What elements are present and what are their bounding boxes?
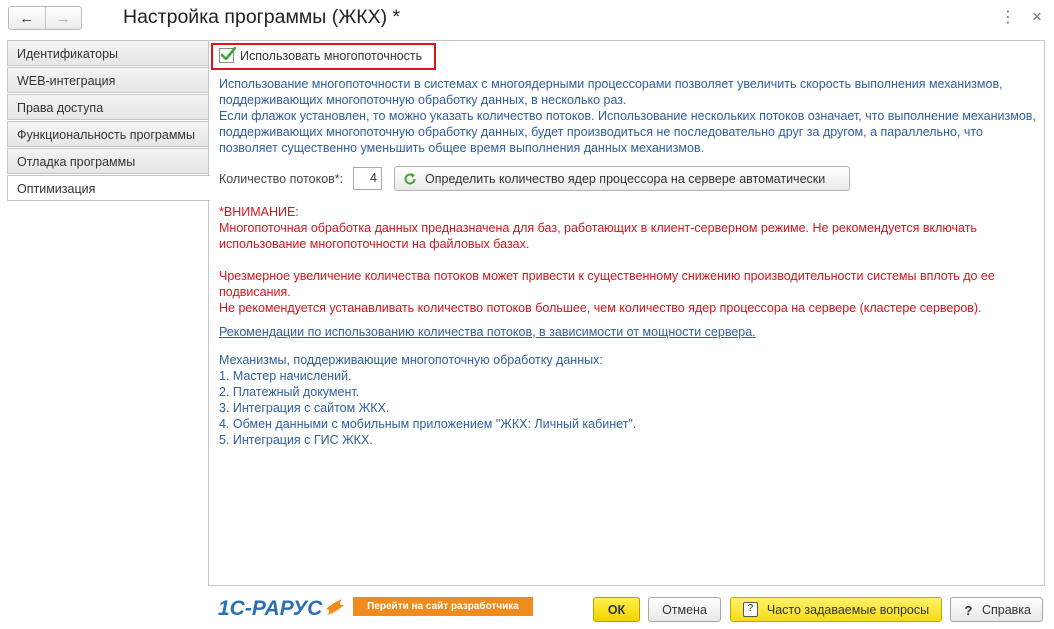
warning-heading: *ВНИМАНИЕ: xyxy=(219,205,299,219)
rarus-logo xyxy=(218,594,346,624)
window-header xyxy=(0,0,1054,38)
cancel-button[interactable]: Отмена xyxy=(648,597,721,622)
warning-text: Не рекомендуется устанавливать количество потоков большее, чем количество ядер процессора на сервере (кластере серверов). xyxy=(219,301,982,315)
tab-debugging[interactable]: Отладка программы xyxy=(7,148,209,174)
mechanisms-list xyxy=(219,352,1039,448)
help-icon: ? xyxy=(964,603,973,618)
tab-access-rights[interactable]: Права доступа xyxy=(7,94,209,120)
more-actions-icon[interactable]: ⋮ xyxy=(1000,9,1016,26)
ok-button[interactable]: ОК xyxy=(593,597,640,622)
warning-text: Чрезмерное увеличение количества потоков может привести к существенному снижению производительности системы вплоть до ее подвисания. xyxy=(219,269,995,299)
help-label: Справка xyxy=(981,602,1032,617)
description-paragraph: Использование многопоточности в системах с многоядерными процессорами позволяет увеличить скорость выполнения механизмов, поддерживающих многопоточную обработку данных, в несколько раз. xyxy=(219,77,1003,107)
refresh-icon xyxy=(403,172,417,186)
threads-count-input[interactable]: 4 xyxy=(353,167,382,190)
multithreading-description xyxy=(219,76,1039,156)
recommendations-link[interactable]: Рекомендации по использованию количества потоков, в зависимости от мощности сервера. xyxy=(219,325,756,339)
tab-web-integration[interactable]: WEB-интеграция xyxy=(7,67,209,93)
list-item: 1. Мастер начислений. xyxy=(219,369,352,383)
page-title: Настройка программы (ЖКХ) * xyxy=(123,6,401,28)
close-icon[interactable]: × xyxy=(1032,7,1042,26)
list-item: 2. Платежный документ. xyxy=(219,385,360,399)
warning-block xyxy=(219,204,1039,316)
checkmark-icon xyxy=(220,46,236,63)
navigation-buttons xyxy=(8,6,82,30)
help-button[interactable] xyxy=(950,597,1043,622)
mechanisms-heading: Механизмы, поддерживающие многопоточную обработку данных: xyxy=(219,353,603,367)
multithreading-label[interactable]: Использовать многопоточность xyxy=(240,49,423,63)
logo-text: 1С-РАРУС xyxy=(218,597,323,620)
settings-tabs xyxy=(7,40,209,202)
faq-button[interactable] xyxy=(730,597,942,622)
list-item: 3. Интеграция с сайтом ЖКХ. xyxy=(219,401,390,415)
spacer xyxy=(219,252,1039,268)
tab-identifiers[interactable]: Идентификаторы xyxy=(7,40,209,66)
detect-cores-label: Определить количество ядер процессора на сервере автоматически xyxy=(425,171,826,186)
faq-icon: ? xyxy=(743,602,758,617)
detect-cores-button[interactable] xyxy=(394,166,850,191)
warning-text: Многопоточная обработка данных предназначена для баз, работающих в клиент-серверном режиме. Не рекомендуется включать использование многопоточности на файловых базах. xyxy=(219,221,977,251)
threads-count-label: Количество потоков*: xyxy=(219,172,344,186)
faq-label: Часто задаваемые вопросы xyxy=(766,602,930,617)
developer-site-link[interactable]: Перейти на сайт разработчика xyxy=(353,597,533,616)
description-paragraph: Если флажок установлен, то можно указать количество потоков. Использование нескольких потоков означает, что выполнение механизмов, поддерживающих многопоточную обработку данных, будет производиться не последовательно друг за другом, а параллельно, что позволяет существенно уменьшить общее время выполнения данных механизмов. xyxy=(219,109,1036,155)
tab-optimization[interactable]: Оптимизация xyxy=(7,175,210,201)
list-item: 4. Обмен данными с мобильным приложением "ЖКХ: Личный кабинет". xyxy=(219,417,637,431)
back-arrow-icon[interactable]: ← xyxy=(9,7,46,29)
tab-functionality[interactable]: Функциональность программы xyxy=(7,121,209,147)
multithreading-checkbox[interactable] xyxy=(219,48,234,63)
forward-arrow-icon[interactable]: → xyxy=(55,9,71,27)
list-item: 5. Интеграция с ГИС ЖКХ. xyxy=(219,433,373,447)
